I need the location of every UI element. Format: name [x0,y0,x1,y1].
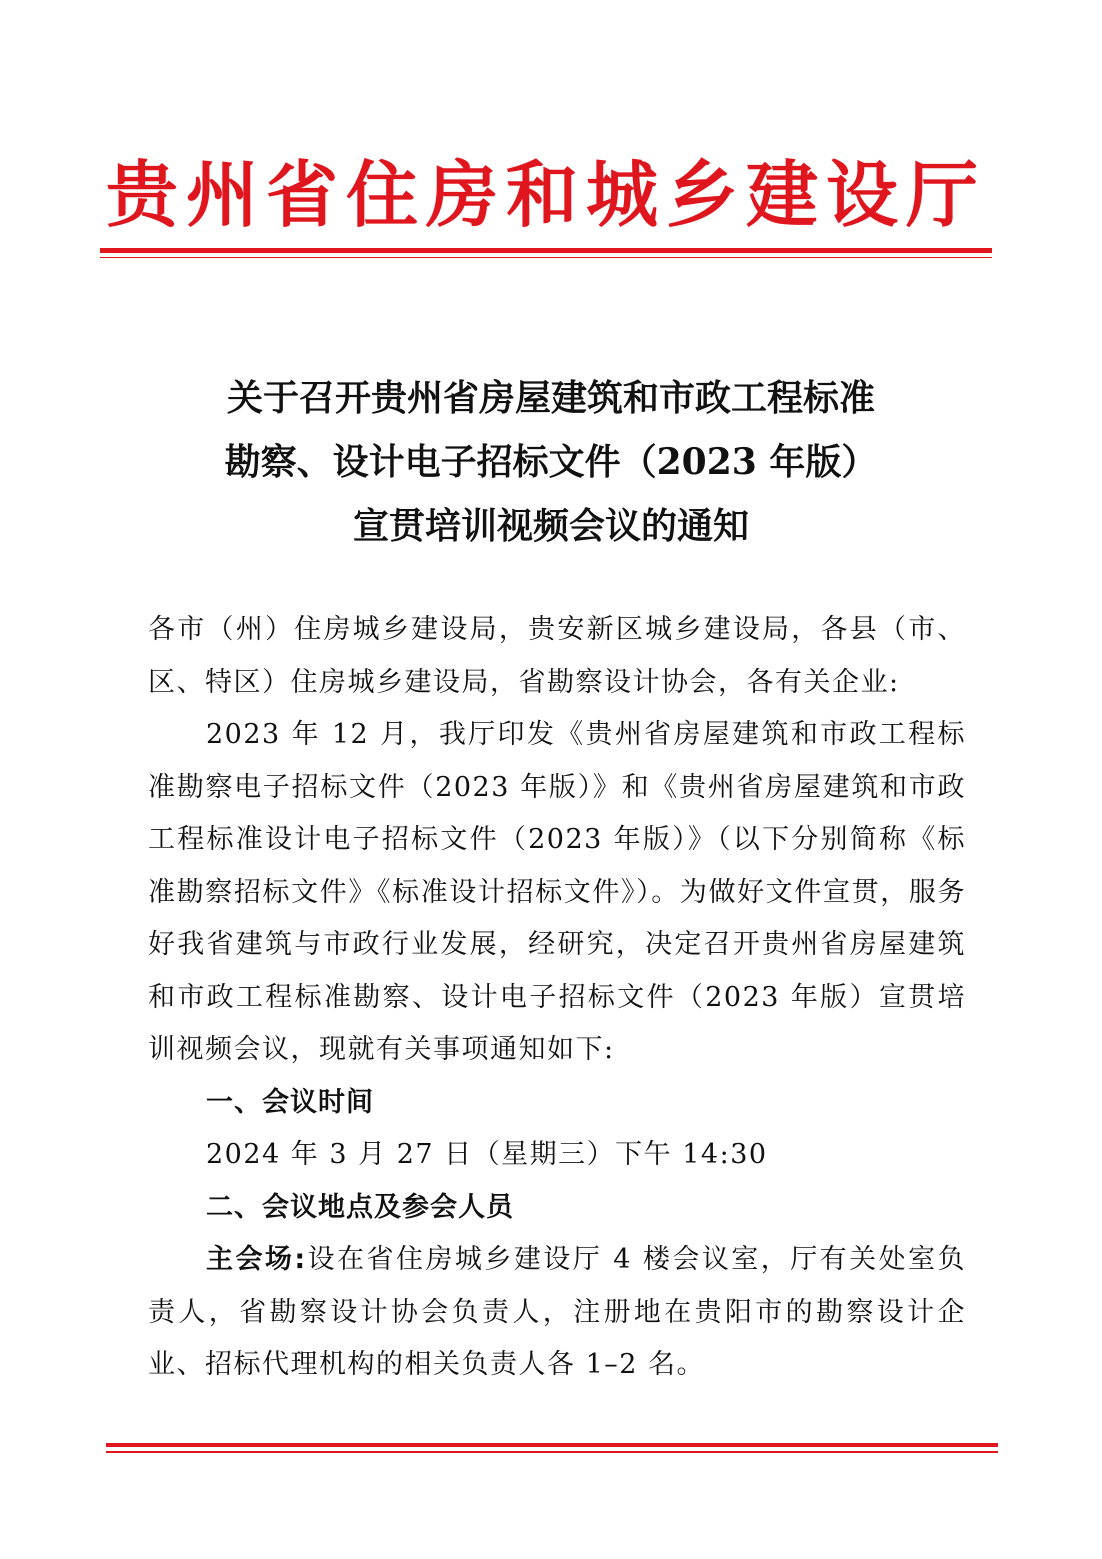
footer-rule-thick [106,1443,998,1447]
notice-title [100,366,1002,558]
main-venue-text: 设在省住房城乡建设厅 4 楼会议室，厅有关处室负责人，省勘察设计协会负责人，注册地在贵阳市的勘察设计企业、招标代理机构的相关负责人各 1–2 名。 [148,1244,966,1380]
letterhead-title: 贵州省住房和城乡建设厅 [105,152,986,237]
intro-paragraph: 2023 年 12 月，我厅印发《贵州省房屋建筑和市政工程标准勘察电子招标文件（2023 年版）》和《贵州省房屋建筑和市政工程标准设计电子招标文件（2023 年版）》（以下分别简称《标准勘察招标文件》《标准设计招标文件》）。为做好文件宣贯，服务好我省建筑与市政行业发展，经研究，决定召开贵州省房屋建筑和市政工程标准勘察、设计电子招标文件（2023 年版）宣贯培训视频会议，现就有关事项通知如下: [148,719,966,1065]
meeting-time-text: 2024 年 3 月 27 日（星期三）下午 14:30 [206,1139,768,1170]
letterhead-rule-thick [100,248,992,253]
notice-title-line-3: 宣贯培训视频会议的通知 [352,505,749,547]
notice-title-line-1: 关于召开贵州省房屋建筑和市政工程标准 [226,377,875,419]
main-venue-label: 主会场: [206,1244,307,1275]
main-venue-paragraph [148,1234,966,1392]
addressee-paragraph: 各市（州）住房城乡建设局，贵安新区城乡建设局，各县（市、区、特区）住房城乡建设局，省勘察设计协会，各有关企业: [148,614,966,698]
section-heading-venue: 二、会议地点及参会人员 [206,1191,514,1223]
notice-title-line-2: 勘察、设计电子招标文件（2023 年版） [224,441,878,483]
footer-rule-thin [106,1451,998,1453]
section-heading-time: 一、会议时间 [206,1086,374,1118]
notice-body [148,604,966,1392]
letterhead-rule-thin [100,257,992,258]
